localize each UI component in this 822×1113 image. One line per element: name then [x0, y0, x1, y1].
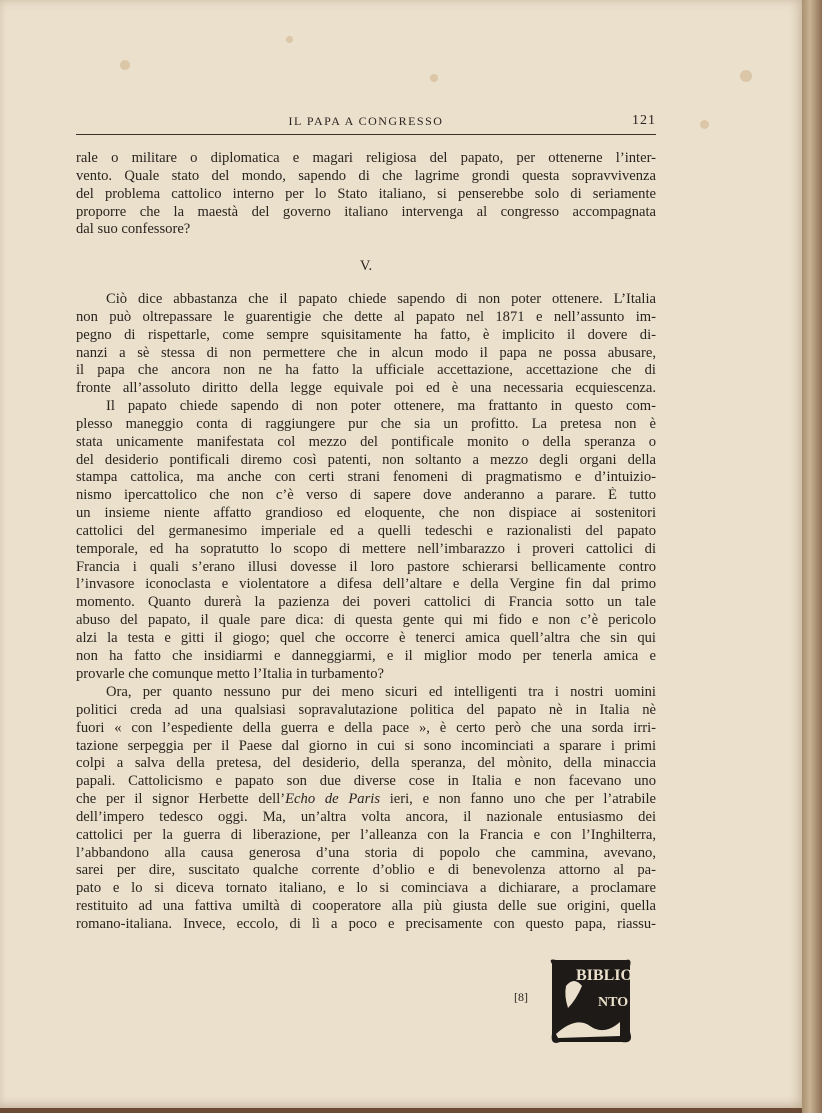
- text-line: provarle che comunque metto l’Italia in turbamento?: [76, 665, 384, 682]
- text-line: il papa che ancora non ne ha fatto la ufficiale accettazione, accettazione che di: [76, 362, 656, 379]
- text-line: plesso maneggio conta di raggiungere pur che sia un profitto. La pretesa non è: [76, 415, 656, 432]
- text-line: colpi a salva della pretesa, del desiderio, della speranza, del mònito, della minaccia: [76, 755, 656, 772]
- signature-mark: [8]: [514, 990, 528, 1004]
- bookplate-stamp-icon: [546, 956, 634, 1048]
- text-line: tazione serpeggia per il Paese dal giorno in cui si sono incominciati a sparare i primi: [76, 737, 656, 754]
- paragraph-3: [76, 684, 656, 934]
- paper-stain: [700, 120, 709, 129]
- text-line: alzi la testa e gitti il giogo; quel che occorre è tenerci amica quell’altra che sin qui: [76, 629, 656, 646]
- paper-stain: [430, 74, 438, 82]
- page-number: 121: [632, 113, 656, 128]
- text-line: stampa cattolica, ma anche con certi strani fenomeni di pragmatismo e d’intuizio-: [76, 469, 656, 486]
- running-title: IL PAPA A CONGRESSO: [288, 114, 444, 128]
- text-line: Ciò dice abbastanza che il papato chiede sapendo di non poter ottenere. L’Italia: [106, 291, 656, 307]
- text-line: dal suo confessore?: [76, 221, 191, 238]
- text-segment: che per il signor Herbette dell’: [76, 791, 286, 808]
- bookplate-text-top: BIBLIO: [576, 967, 633, 984]
- text-line: abuso del papato, il quale pare dica: di questa gente qui mi fido e non c’è pericolo: [76, 612, 656, 629]
- text-line: l’invasore iconoclasta e violentatore a difesa dell’altare e della Vergine fin dal primo: [76, 576, 656, 593]
- text-line: pato e lo si diceva tornato italiano, e lo si cominciava a dichiarare, a proclamare: [76, 880, 656, 897]
- text-line: dell’impero tedesco oggi. Ma, un’altra volta ancora, il nazionale entusiasmo dei: [76, 808, 656, 825]
- running-header: [76, 112, 656, 135]
- text-line: papali. Cattolicismo e papato son due diverse cose in Italia e non facevano uno: [76, 773, 656, 790]
- text-line: vento. Quale stato del mondo, sapendo di che lagrime grondi questa sopravvivenza: [76, 167, 656, 184]
- text-line: non può oltrepassare le guarentigie che dette al papato nel 1871 e nell’assunto im-: [76, 308, 656, 325]
- text-line: politici creda ad una qualsiasi sopravalutazione politica del papato nè in Italia nè: [76, 701, 656, 718]
- section-heading: V.: [359, 258, 373, 274]
- text-line: temporale, ed ha sopratutto lo scopo di mettere nell’imbarazzo i proveri cattolici di: [76, 540, 656, 557]
- text-line: del desiderio pontificali diremo così patenti, non soltanto a mezzo degli organi della: [76, 451, 656, 468]
- text-line: cattolici per la guerra di liberazione, per l’alleanza con la Francia e con l’Inghilterra,: [76, 826, 656, 843]
- text-line: fuori « con l’espediente della guerra e della pace », è certo però che una sorda irri-: [76, 719, 656, 736]
- text-line: restituito ad una fattiva umiltà di cooperatore alla più giusta delle sue origini, quella: [76, 898, 656, 915]
- paper-stain: [120, 60, 130, 70]
- text-line: romano-italiana. Invece, eccolo, di lì a poco e precisamente con questo papa, riassu-: [76, 915, 656, 932]
- text-line: proporre che la maestà del governo italiano intervenga al congresso accompagnata: [76, 203, 656, 220]
- text-line: del problema cattolico interno per lo Stato italiano, si penserebbe solo di seriamente: [76, 185, 656, 202]
- text-line: cattolici del germanesimo imperiale ed a quelli tedeschi e razionalisti del papato: [76, 522, 656, 539]
- text-line: momento. Quanto durerà la pazienza dei poveri cattolici di Francia sotto un tale: [76, 594, 656, 611]
- paper-stain: [286, 36, 293, 43]
- text-line: non ha fatto che insidiarmi e danneggiarmi, e il miglior modo per tenerla amica e: [76, 647, 656, 664]
- paragraph-2: [76, 398, 656, 684]
- bookplate-text-right: NTO: [598, 995, 629, 1010]
- paragraph-continued: [76, 150, 656, 239]
- text-line: sarei per dire, suscitato qualche corrente d’oblio e di benevolenza attorno al pa-: [76, 862, 656, 879]
- text-line: Francia i quali s’erano illusi dovesse il loro pastore schierarsi bellicamente contro: [76, 558, 656, 575]
- text-line: Ora, per quanto nessuno pur dei meno sicuri ed intelligenti tra i nostri uomini: [106, 684, 656, 700]
- paragraph-1: [76, 291, 656, 398]
- text-line: Il papato chiede sapendo di non poter ottenere, ma frattanto in questo com-: [106, 398, 656, 414]
- text-line-with-italic: [76, 791, 656, 809]
- text-line: pegno di rispettarle, come sempre squisitamente ha fatto, è implicito il dovere di-: [76, 326, 656, 343]
- text-line: fronte all’assoluto diritto della legge equivale poi ed è una necessaria ecquiescenza.: [76, 380, 656, 397]
- text-line: nismo ipercattolico che non c’è verso di sapere dove anderanno a parare. È tutto: [76, 487, 656, 504]
- text-line: nanzi a sè stessa di non permettere che in alcun modo il papa ne possa abusare,: [76, 344, 656, 361]
- text-line: l’abbandono alla causa generosa d’una storia di popolo che cammina, avevano,: [76, 844, 656, 861]
- text-segment: ieri, e non fanno uno che per l’atrabile: [380, 791, 656, 808]
- newspaper-title: Echo de Paris: [285, 791, 380, 808]
- text-line: rale o militare o diplomatica e magari religiosa del papato, per ottenerne l’inter-: [76, 150, 656, 166]
- text-line: stata unicamente manifestata col mezzo del pontificale monito o della speranza o: [76, 433, 656, 450]
- page-edge: [802, 0, 822, 1113]
- text-line: un insieme niente affatto grandioso ed eloquente, che non dispiace ai sostenitori: [76, 505, 656, 522]
- paper-stain: [740, 70, 752, 82]
